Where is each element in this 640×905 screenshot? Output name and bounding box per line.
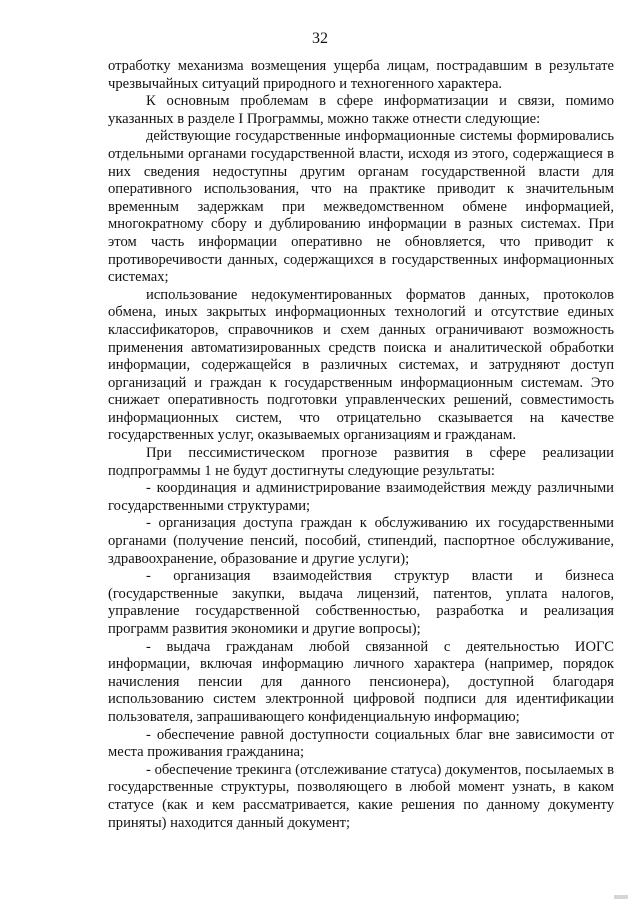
paragraph: отработку механизма возмещения ущерба лицам, пострадавшим в результате чрезвычайных ситуаций природного и техногенного характера. — [108, 58, 614, 92]
paragraph: - обеспечение трекинга (отслеживание статуса) документов, посылаемых в государственные структуры, позволяющего в любой момент узнать, в каком статусе (как и кем рассматривается, какие решения по данному документу приняты) находится данный документ; — [108, 761, 614, 831]
paragraph: - выдача гражданам любой связанной с деятельностью ИОГС информации, включая информацию личного характера (например, порядок начисления пенсии для данного пенсионера), доступной благодаря использованию систем электронной цифровой подписи для идентификации пользователя, запрашивающего конфиденциальную информацию; — [108, 638, 614, 725]
paragraph: действующие государственные информационные системы формировались отдельными органами государственной власти, исходя из этого, содержащиеся в них сведения недоступны другим органам государственной власти для оперативного использования, что на практике приводит к значительным временным задержкам при межведомственном обмене информацией, многократному сбору и дублированию информации в разных системах. При этом часть информации оперативно не обновляется, что приводит к противоречивости данных, содержащихся в государственных информационных системах; — [108, 128, 614, 286]
paragraph: - обеспечение равной доступности социальных благ вне зависимости от места проживания гражданина; — [108, 726, 614, 761]
scan-artifact — [614, 895, 628, 899]
paragraph: При пессимистическом прогнозе развития в сфере реализации подпрограммы 1 не будут достигнуты следующие результаты: — [108, 445, 614, 479]
paragraph: - организация доступа граждан к обслуживанию их государственными органами (получение пенсий, пособий, стипендий, паспортное обслуживание, здравоохранение, образование и другие услуги); — [108, 515, 614, 567]
paragraph: использование недокументированных форматов данных, протоколов обмена, иных закрытых информационных технологий и отсутствие единых классификаторов, справочников и схем данных ограничивают возможность применения автоматизированных средств поиска и аналитической обработки информации, содержащейся в различных системах, и затрудняют доступ организаций и граждан к государственным информационным системам. Это снижает оперативность подготовки управленческих решений, совместимость информационных систем, что отрицательно сказывается на качестве государственных услуг, оказываемых организациям и гражданам. — [108, 286, 614, 444]
page-number: 32 — [312, 30, 328, 47]
paragraph: - организация взаимодействия структур власти и бизнеса (государственные закупки, выдача лицензий, патентов, уплата налогов, управление государственной собственностью, разработка и реализация программ развития экономики и другие вопросы); — [108, 568, 614, 637]
paragraph: К основным проблемам в сфере информатизации и связи, помимо указанных в разделе I Программы, можно также отнести следующие: — [108, 93, 614, 127]
paragraph: - координация и администрирование взаимодействия между различными государственными структурами; — [108, 480, 614, 514]
page-body — [108, 58, 614, 832]
